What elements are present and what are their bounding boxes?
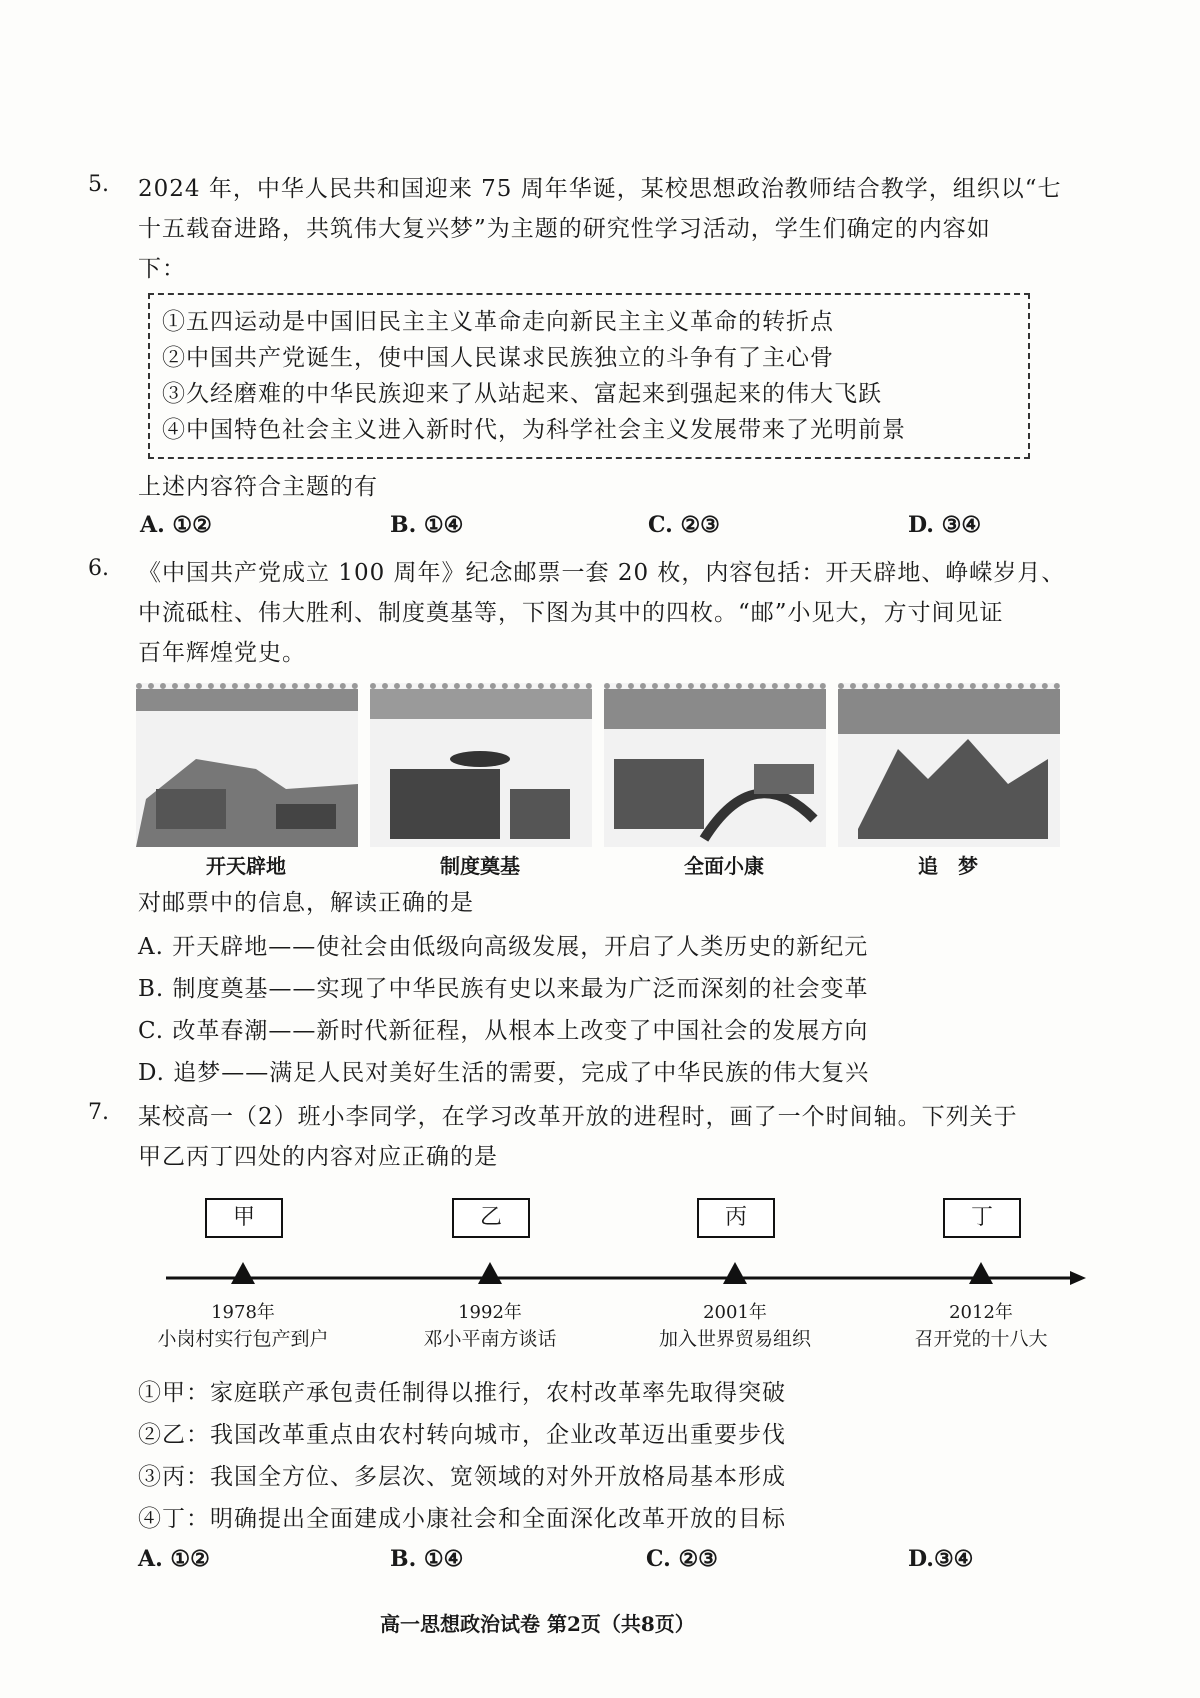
timeline-marker-3 xyxy=(723,1262,747,1284)
q6-stem-line2: 中流砥柱、伟大胜利、制度奠基等，下图为其中的四枚。“邮”小见大，方寸间见证 xyxy=(138,600,1004,626)
timeline-event-4: 召开党的十八大 xyxy=(914,1328,1048,1350)
q7-option-d[interactable]: D.③④ xyxy=(908,1546,974,1572)
q5-number: 5. xyxy=(88,172,109,197)
timeline-marker-1 xyxy=(231,1262,255,1284)
timeline-event-1: 小岗村实行包产到户 xyxy=(157,1328,329,1350)
q5-item-3: ③久经磨难的中华民族迎来了从站起来、富起来到强起来的伟大飞跃 xyxy=(162,381,882,407)
q6-stem-line1: 《中国共产党成立 100 周年》纪念邮票一套 20 枚，内容包括：开天辟地、峥嵘岁月、 xyxy=(138,560,1066,586)
q6-option-a[interactable]: A. 开天辟地——使社会由低级向高级发展，开启了人类历史的新纪元 xyxy=(138,934,869,960)
q5-item-2: ②中国共产党诞生，使中国人民谋求民族独立的斗争有了主心骨 xyxy=(162,345,834,371)
q6-option-d[interactable]: D. 追梦——满足人民对美好生活的需要，完成了中华民族的伟大复兴 xyxy=(138,1060,870,1086)
timeline-marker-4 xyxy=(969,1262,993,1284)
q7-option-b[interactable]: B. ①④ xyxy=(390,1546,464,1572)
q5-option-a[interactable]: A. ①② xyxy=(140,512,212,538)
q5-option-d[interactable]: D. ③④ xyxy=(908,512,982,538)
q7-item-3: ③丙：我国全方位、多层次、宽领域的对外开放格局基本形成 xyxy=(138,1464,786,1490)
q7-item-4: ④丁：明确提出全面建成小康社会和全面深化改革开放的目标 xyxy=(138,1506,786,1532)
q5-stem-line1: 2024 年，中华人民共和国迎来 75 周年华诞，某校思想政治教师结合教学，组织以“七 xyxy=(138,176,1062,202)
q5-item-1: ①五四运动是中国旧民主主义革命走向新民主主义革命的转折点 xyxy=(162,309,834,335)
q6-option-b[interactable]: B. 制度奠基——实现了中华民族有史以来最为广泛而深刻的社会变革 xyxy=(138,976,869,1002)
q6-question: 对邮票中的信息，解读正确的是 xyxy=(138,890,474,916)
q7-stem-line1: 某校高一（2）班小李同学，在学习改革开放的进程时，画了一个时间轴。下列关于 xyxy=(138,1104,1018,1130)
q7-number: 7. xyxy=(88,1100,109,1125)
timeline-marker-2 xyxy=(478,1262,502,1284)
timeline-box-yi: 乙 xyxy=(452,1198,530,1238)
stamp-caption-2: 制度奠基 xyxy=(440,854,520,878)
timeline-box-bing: 丙 xyxy=(697,1198,775,1238)
stamp-caption-1: 开天辟地 xyxy=(206,854,286,878)
stamp-image-2 xyxy=(370,683,592,847)
stamp-caption-3: 全面小康 xyxy=(684,854,764,878)
timeline-box-jia: 甲 xyxy=(205,1198,283,1238)
timeline-date-3: 2001年 xyxy=(703,1302,767,1323)
q5-option-c[interactable]: C. ②③ xyxy=(648,512,720,538)
stamp-image-1 xyxy=(136,683,358,847)
stamp-image-3 xyxy=(604,683,826,847)
q7-item-1: ①甲：家庭联产承包责任制得以推行，农村改革率先取得突破 xyxy=(138,1380,786,1406)
stamp-caption-4: 追 梦 xyxy=(918,854,978,878)
q5-question: 上述内容符合主题的有 xyxy=(138,474,378,500)
q5-stem-line3: 下： xyxy=(138,256,186,282)
timeline-date-4: 2012年 xyxy=(949,1302,1013,1323)
timeline-event-2: 邓小平南方谈话 xyxy=(423,1328,557,1350)
q7-option-c[interactable]: C. ②③ xyxy=(646,1546,718,1572)
timeline-event-3: 加入世界贸易组织 xyxy=(658,1328,811,1350)
q7-option-a[interactable]: A. ①② xyxy=(138,1546,210,1572)
timeline-date-1: 1978年 xyxy=(211,1302,275,1323)
q5-option-b[interactable]: B. ①④ xyxy=(390,512,464,538)
q5-item-4: ④中国特色社会主义进入新时代，为科学社会主义发展带来了光明前景 xyxy=(162,417,906,443)
q5-stem-line2: 十五载奋进路，共筑伟大复兴梦”为主题的研究性学习活动，学生们确定的内容如 xyxy=(138,216,991,242)
q6-stem-line3: 百年辉煌党史。 xyxy=(138,640,306,666)
q6-option-c[interactable]: C. 改革春潮——新时代新征程，从根本上改变了中国社会的发展方向 xyxy=(138,1018,869,1044)
q7-stem-line2: 甲乙丙丁四处的内容对应正确的是 xyxy=(138,1144,498,1170)
timeline-box-ding: 丁 xyxy=(943,1198,1021,1238)
timeline-date-2: 1992年 xyxy=(458,1302,522,1323)
stamp-image-4 xyxy=(838,683,1060,847)
q6-number: 6. xyxy=(88,556,109,581)
page-footer: 高一思想政治试卷 第2页（共8页） xyxy=(380,1612,695,1636)
q7-item-2: ②乙：我国改革重点由农村转向城市，企业改革迈出重要步伐 xyxy=(138,1422,786,1448)
